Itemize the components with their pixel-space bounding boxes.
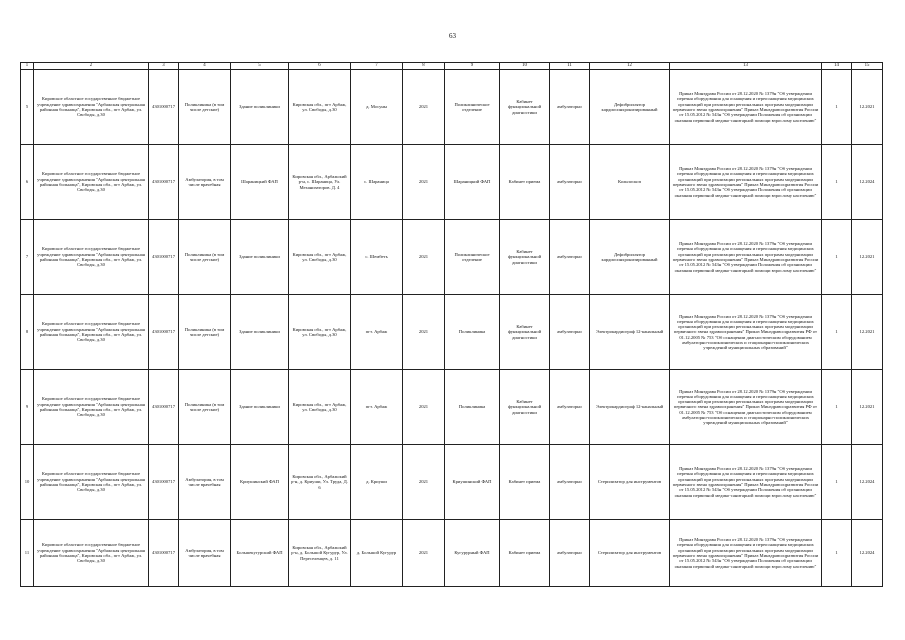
column-header: 2 [34, 63, 149, 70]
facility-address-cell: Кировская обл., Арбажский р-н, д. Большой Кугурур, Ул. Переселенцев, д. 11 [289, 520, 351, 587]
care-form-cell: амбулаторно [550, 295, 590, 370]
regulatory-basis-cell: Приказ Минздрава России от 28.12.2020 № 1379н "Об утверждении перечня оборудования для оснащения и переоснащения медицинских организаций при реализации региональных программ модернизации первичного звена здравоохранения" Приказ Минздравсоцразвития России от 15.05.2012 № 543н "Об утверждении Положения об организации оказания первичной медико-санитарной помощи взрослому населению" [670, 145, 822, 220]
room-cell: Кабинет приема [500, 520, 550, 587]
equipment-name-cell: Кольпоскоп [590, 145, 670, 220]
inn-cell: 4301000717 [149, 295, 179, 370]
department-cell: Поликлиника [445, 295, 500, 370]
inn-cell: 4301000717 [149, 445, 179, 520]
table-row [21, 70, 883, 145]
column-header: 8 [403, 63, 445, 70]
building-name-cell: Криушинский ФАП [231, 445, 289, 520]
column-header: 11 [550, 63, 590, 70]
row-number-cell: 5 [21, 70, 34, 145]
equipment-name-cell: Дефибриллятор кардиосинхронизированный [590, 220, 670, 295]
equipment-name-cell: Электрокардиограф 12-канальный [590, 370, 670, 445]
row-number-cell: 8 [21, 295, 34, 370]
room-cell: Кабинет приема [500, 445, 550, 520]
department-cell: Шараницкий ФАП [445, 145, 500, 220]
room-cell: Кабинет функциональной диагностики [500, 370, 550, 445]
deadline-cell: 12.2024 [852, 445, 883, 520]
facility-type-cell: Амбулатория, в том числе врачебная [179, 445, 231, 520]
organization-name-cell: Кировское областное государственное бюджетное учреждение здравоохранения "Арбажская центральная районная больница", Кировская обл., пгт Арбаж, ул. Свободы, д.30 [34, 220, 149, 295]
facility-type-cell: Амбулатория, в том числе врачебная [179, 145, 231, 220]
inn-cell: 4301000717 [149, 70, 179, 145]
settlement-cell: с. Шембеть [351, 220, 403, 295]
building-name-cell: Шараницкий ФАП [231, 145, 289, 220]
room-cell: Кабинет функциональной диагностики [500, 220, 550, 295]
deadline-cell: 12.2021 [852, 370, 883, 445]
department-cell: Кугурурный ФАП [445, 520, 500, 587]
building-name-cell: Здание поликлиники [231, 70, 289, 145]
page-number: 63 [449, 32, 456, 40]
equipment-name-cell: Дефибриллятор кардиосинхронизированный [590, 70, 670, 145]
column-header: 9 [445, 63, 500, 70]
organization-name-cell: Кировское областное государственное бюджетное учреждение здравоохранения "Арбажская центральная районная больница", Кировская обл., пгт Арбаж, ул. Свободы, д.30 [34, 370, 149, 445]
organization-name-cell: Кировское областное государственное бюджетное учреждение здравоохранения "Арбажская центральная районная больница", Кировская обл., пгт Арбаж, ул. Свободы, д.30 [34, 445, 149, 520]
organization-name-cell: Кировское областное государственное бюджетное учреждение здравоохранения "Арбажская центральная районная больница", Кировская обл., пгт Арбаж, ул. Свободы, д.30 [34, 70, 149, 145]
column-header: 5 [231, 63, 289, 70]
care-form-cell: амбулаторно [550, 445, 590, 520]
column-header: 12 [590, 63, 670, 70]
care-form-cell: амбулаторно [550, 370, 590, 445]
quantity-cell: 1 [822, 370, 852, 445]
column-header: 7 [351, 63, 403, 70]
column-header: 6 [289, 63, 351, 70]
row-number-cell: 10 [21, 445, 34, 520]
department-cell: Поликлиника [445, 370, 500, 445]
table-row [21, 295, 883, 370]
facility-type-cell: Поликлиника (в том числе детские) [179, 370, 231, 445]
table-row [21, 520, 883, 587]
equipment-table [20, 62, 883, 587]
building-name-cell: Здание поликлиники [231, 220, 289, 295]
department-cell: Криушинский ФАП [445, 445, 500, 520]
quantity-cell: 1 [822, 145, 852, 220]
facility-address-cell: Кировская обл., пгт Арбаж, ул. Свободы, д.30 [289, 70, 351, 145]
care-form-cell: амбулаторно [550, 145, 590, 220]
year-cell: 2021 [403, 295, 445, 370]
settlement-cell: пгт. Арбаж [351, 370, 403, 445]
year-cell: 2021 [403, 145, 445, 220]
deadline-cell: 12.2021 [852, 295, 883, 370]
organization-name-cell: Кировское областное государственное бюджетное учреждение здравоохранения "Арбажская центральная районная больница", Кировская обл., пгт Арбаж, ул. Свободы, д.30 [34, 295, 149, 370]
quantity-cell: 1 [822, 520, 852, 587]
building-name-cell: Большекугурский ФАП [231, 520, 289, 587]
quantity-cell: 1 [822, 70, 852, 145]
equipment-name-cell: Электрокардиограф 12-канальный [590, 295, 670, 370]
column-header: 14 [822, 63, 852, 70]
year-cell: 2021 [403, 220, 445, 295]
equipment-name-cell: Стерилизатор для инструментов [590, 445, 670, 520]
regulatory-basis-cell: Приказ Минздрава России от 28.12.2020 № 1379н "Об утверждении перечня оборудования для оснащения и переоснащения медицинских организаций при реализации региональных программ модернизации первичного звена здравоохранения" Приказ Минздравсоцразвития РФ от 01.12.2005 № 753 "Об оснащении диагностическим оборудованием амбулаторно-поликлинических и стационарно-поликлинических учреждений муниципальных образований" [670, 370, 822, 445]
deadline-cell: 12.2021 [852, 220, 883, 295]
deadline-cell: 12.2021 [852, 70, 883, 145]
settlement-cell: пгт. Арбаж [351, 295, 403, 370]
year-cell: 2021 [403, 520, 445, 587]
quantity-cell: 1 [822, 220, 852, 295]
facility-address-cell: Кировская обл., пгт Арбаж, ул. Свободы, д.30 [289, 220, 351, 295]
care-form-cell: амбулаторно [550, 220, 590, 295]
room-cell: Кабинет функциональной диагностики [500, 70, 550, 145]
column-header: 3 [149, 63, 179, 70]
organization-name-cell: Кировское областное государственное бюджетное учреждение здравоохранения "Арбажская центральная районная больница", Кировская обл., пгт Арбаж, ул. Свободы, д.30 [34, 520, 149, 587]
row-number-cell: 7 [21, 220, 34, 295]
room-cell: Кабинет функциональной диагностики [500, 295, 550, 370]
department-cell: Поликлиническое отделение [445, 70, 500, 145]
settlement-cell: с. Шараница [351, 145, 403, 220]
facility-type-cell: Поликлиника (в том числе детские) [179, 220, 231, 295]
row-number-cell: 9 [21, 370, 34, 445]
deadline-cell: 12.2024 [852, 520, 883, 587]
table-row [21, 370, 883, 445]
quantity-cell: 1 [822, 445, 852, 520]
building-name-cell: Здание поликлиники [231, 295, 289, 370]
column-header: 4 [179, 63, 231, 70]
table-row [21, 445, 883, 520]
inn-cell: 4301000717 [149, 145, 179, 220]
equipment-name-cell: Стерилизатор для инструментов [590, 520, 670, 587]
facility-address-cell: Кировская обл., Арбажский р-н, с. Шараница, Ул. Механизаторов. Д. 4 [289, 145, 351, 220]
building-name-cell: Здание поликлиники [231, 370, 289, 445]
year-cell: 2021 [403, 445, 445, 520]
settlement-cell: д. Криуши [351, 445, 403, 520]
deadline-cell: 12.2024 [852, 145, 883, 220]
column-header: 15 [852, 63, 883, 70]
regulatory-basis-cell: Приказ Минздрава России от 28.12.2020 № 1379н "Об утверждении перечня оборудования для оснащения и переоснащения медицинских организаций при реализации региональных программ модернизации первичного звена здравоохранения" Приказ Минздравсоцразвития РФ от 01.12.2005 № 753 "Об оснащении диагностическим оборудованием амбулаторно-поликлинических и стационарно-поликлинических учреждений муниципальных образований" [670, 295, 822, 370]
regulatory-basis-cell: Приказ Минздрава России от 28.12.2020 № 1379н "Об утверждении перечня оборудования для оснащения и переоснащения медицинских организаций при реализации региональных программ модернизации первичного звена здравоохранения" Приказ Минздравсоцразвития России от 15.05.2012 № 543н "Об утверждении Положения об организации оказания первичной медико-санитарной помощи взрослому населению" [670, 70, 822, 145]
facility-address-cell: Кировская обл., пгт Арбаж, ул. Свободы, д.30 [289, 370, 351, 445]
row-number-cell: 11 [21, 520, 34, 587]
care-form-cell: амбулаторно [550, 520, 590, 587]
inn-cell: 4301000717 [149, 370, 179, 445]
quantity-cell: 1 [822, 295, 852, 370]
table-row [21, 145, 883, 220]
regulatory-basis-cell: Приказ Минздрава России от 28.12.2020 № 1379н "Об утверждении перечня оборудования для оснащения и переоснащения медицинских организаций при реализации региональных программ модернизации первичного звена здравоохранения" Приказ Минздравсоцразвития России от 15.05.2012 № 543н "Об утверждении Положения об организации оказания первичной медико-санитарной помощи взрослому населению" [670, 445, 822, 520]
settlement-cell: д. Мосуны [351, 70, 403, 145]
facility-type-cell: Поликлиника (в том числе детские) [179, 70, 231, 145]
header-row [21, 63, 883, 70]
year-cell: 2021 [403, 370, 445, 445]
year-cell: 2021 [403, 70, 445, 145]
table-row [21, 220, 883, 295]
facility-type-cell: Поликлиника (в том числе детские) [179, 295, 231, 370]
care-form-cell: амбулаторно [550, 70, 590, 145]
inn-cell: 4301000717 [149, 220, 179, 295]
facility-address-cell: Кировская обл., пгт Арбаж, ул. Свободы, д.30 [289, 295, 351, 370]
column-header: 13 [670, 63, 822, 70]
organization-name-cell: Кировское областное государственное бюджетное учреждение здравоохранения "Арбажская центральная районная больница", Кировская обл., пгт Арбаж, ул. Свободы, д.30 [34, 145, 149, 220]
inn-cell: 4301000717 [149, 520, 179, 587]
column-header: 10 [500, 63, 550, 70]
regulatory-basis-cell: Приказ Минздрава России от 28.12.2020 № 1379н "Об утверждении перечня оборудования для оснащения и переоснащения медицинских организаций при реализации региональных программ модернизации первичного звена здравоохранения" Приказ Минздравсоцразвития России от 15.05.2012 № 543н "Об утверждении Положения об организации оказания первичной медико-санитарной помощи взрослому населению" [670, 220, 822, 295]
row-number-cell: 6 [21, 145, 34, 220]
room-cell: Кабинет приема [500, 145, 550, 220]
department-cell: Поликлиническое отделение [445, 220, 500, 295]
facility-address-cell: Кировская обл., Арбажский р-н, д. Криуши, Ул. Труда, Д. 6 [289, 445, 351, 520]
column-header: 1 [21, 63, 34, 70]
settlement-cell: д. Большой Кугурур [351, 520, 403, 587]
regulatory-basis-cell: Приказ Минздрава России от 28.12.2020 № 1379н "Об утверждении перечня оборудования для оснащения и переоснащения медицинских организаций при реализации региональных программ модернизации первичного звена здравоохранения" Приказ Минздравсоцразвития России от 15.05.2012 № 543н "Об утверждении Положения об организации оказания первичной медико-санитарной помощи взрослому населению" [670, 520, 822, 587]
facility-type-cell: Амбулатория, в том числе врачебная [179, 520, 231, 587]
